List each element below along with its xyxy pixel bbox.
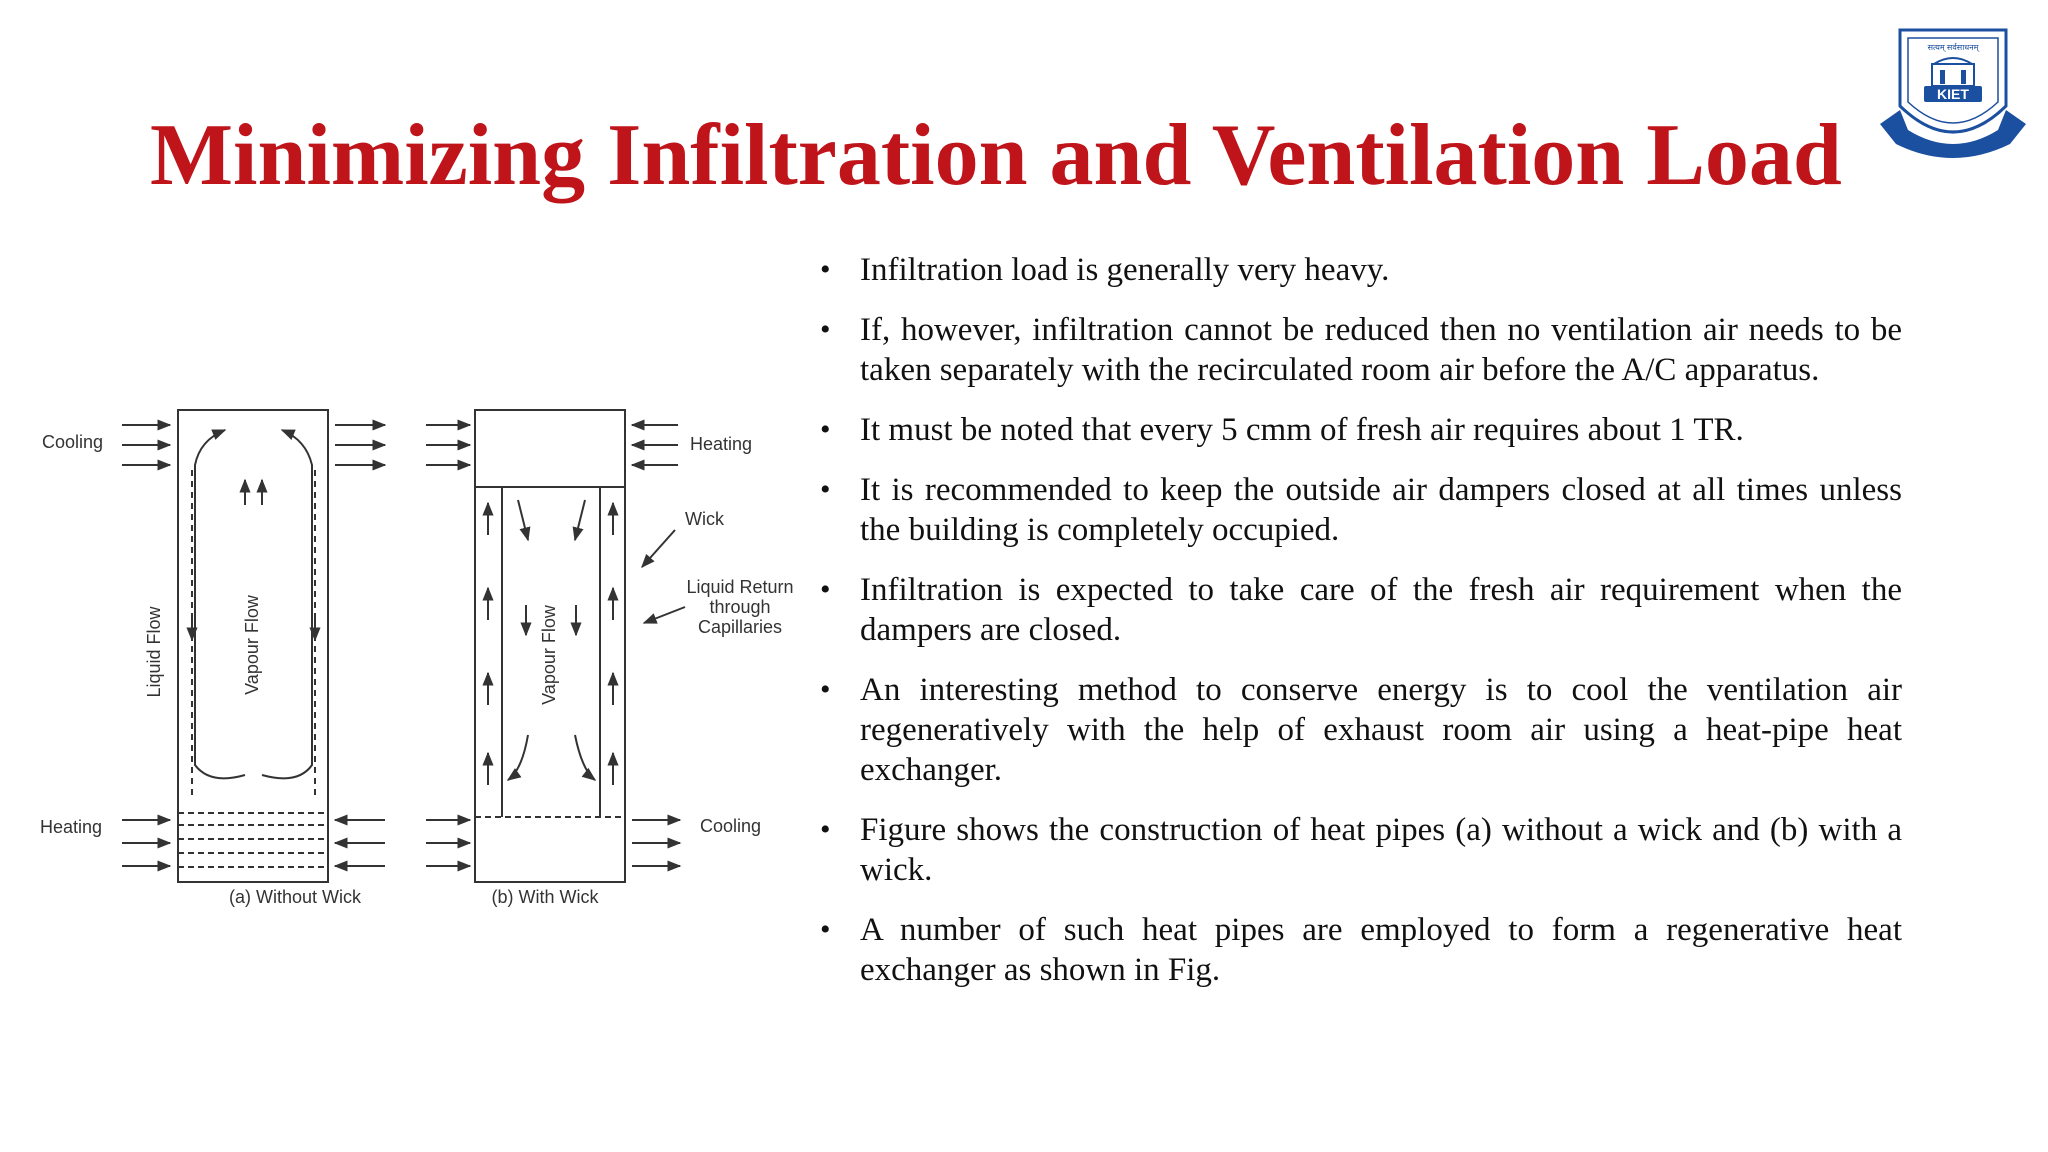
bullet-item — [820, 310, 1902, 390]
fig-a-bottom-label: Heating — [40, 817, 103, 837]
bullet-text: An interesting method to conserve energy is to cool the ventilation air regeneratively with the help of exhaust room air using a heat-pipe heat exchanger. — [860, 672, 1902, 788]
bullet-text: Infiltration is expected to take care of the fresh air requirement when the dampers are closed. — [860, 572, 1902, 648]
fig-b-top-label: Heating — [690, 434, 753, 454]
bullet-dot: • — [820, 413, 831, 446]
heat-pipe-diagram — [30, 395, 810, 925]
bullet-dot: • — [820, 473, 831, 506]
fig-a-top-label: Cooling — [42, 432, 104, 452]
bullet-item — [820, 250, 1902, 290]
bullet-item — [820, 810, 1902, 890]
bullet-text: If, however, infiltration cannot be reduced then no ventilation air needs to be taken separately with the recirculated room air before the A/C apparatus. — [860, 312, 1902, 388]
logo-text: KIET — [1937, 86, 1969, 102]
fig-a-caption: (a) Without Wick — [228, 887, 362, 907]
bullet-dot: • — [820, 313, 831, 346]
bullet-text: Infiltration load is generally very heavy. — [860, 252, 1390, 288]
fig-b-bottom-label: Cooling — [700, 816, 762, 836]
bullet-dot: • — [820, 813, 831, 846]
bullet-item — [820, 910, 1902, 990]
bullet-text: A number of such heat pipes are employed to form a regenerative heat exchanger as shown in Fig. — [860, 912, 1902, 988]
fig-a-vapour-label: Vapour Flow — [242, 595, 262, 695]
fig-b-return-label-1: Liquid Return — [686, 577, 794, 597]
bullet-dot: • — [820, 573, 831, 606]
slide-title: Minimizing Infiltration and Ventilation Load — [150, 107, 1842, 204]
bullet-item — [820, 470, 1902, 550]
bullet-text: It must be noted that every 5 cmm of fresh air requires about 1 TR. — [860, 412, 1744, 448]
bullet-dot: • — [820, 253, 831, 286]
fig-b-return-label-3: Capillaries — [697, 617, 783, 637]
bullet-dot: • — [820, 673, 831, 706]
bullet-item — [820, 670, 1902, 790]
fig-b-caption: (b) With Wick — [491, 887, 599, 907]
fig-b-return-label-2: through — [709, 597, 771, 617]
fig-b-vapour-label: Vapour Flow — [539, 605, 559, 705]
bullet-dot: • — [820, 913, 831, 946]
bullet-text: Figure shows the construction of heat pipes (a) without a wick and (b) with a wick. — [860, 812, 1902, 888]
bullet-item — [820, 410, 1902, 450]
bullet-list — [820, 250, 1902, 1010]
bullet-text: It is recommended to keep the outside air dampers closed at all times unless the building is completely occupied. — [860, 472, 1902, 548]
kiet-logo — [1878, 26, 2028, 166]
fig-b-wick-label: Wick — [685, 509, 724, 529]
logo-motto: सत्यम् सर्वसाधनम् — [1927, 43, 1979, 52]
bullet-item — [820, 570, 1902, 650]
fig-a-liquid-label: Liquid Flow — [144, 606, 164, 698]
